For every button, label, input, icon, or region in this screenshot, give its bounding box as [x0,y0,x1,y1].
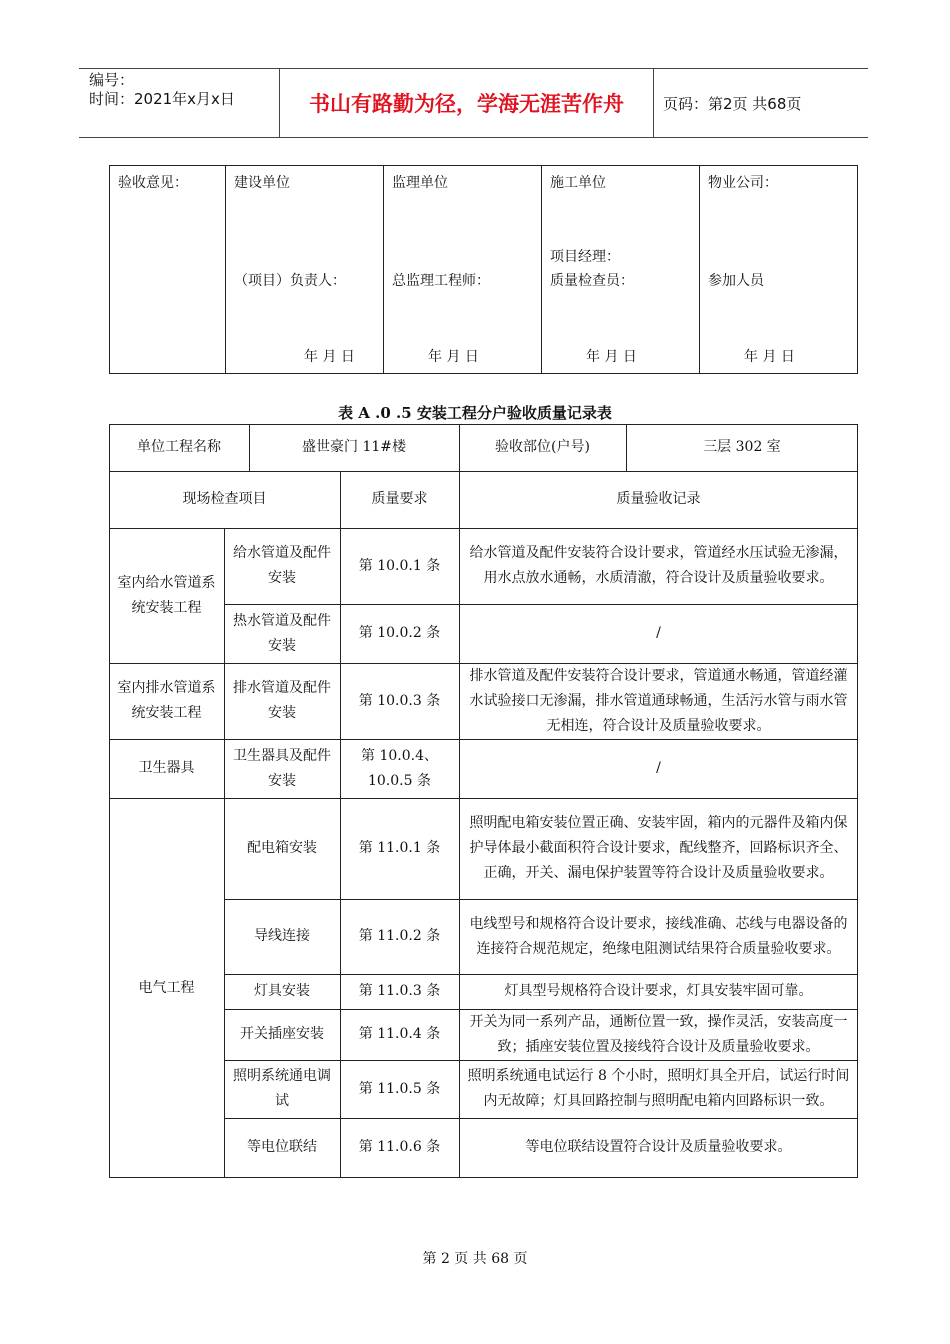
table-row-item: 配电箱安装 [247,840,317,856]
opinion-col-manager: 项目经理： [550,249,620,265]
table-row-item: 给水管道及配件安装 [233,545,331,586]
table-row-req: 第 11.0.4 条 [358,1026,441,1042]
table-row-req: 第 10.0.1 条 [358,557,441,574]
part-value: 三层 302 室 [703,439,781,455]
table-row-item: 排水管道及配件安装 [233,680,331,721]
header-meta [79,69,280,137]
table-row-item: 灯具安装 [254,983,310,999]
table-row-req: 第 11.0.3 条 [358,983,441,999]
table-row-record: / [656,625,661,641]
opinion-col-property [700,166,857,373]
group-electrical: 电气工程 [138,979,195,996]
acceptance-opinion-table [109,165,858,374]
table-row-record: 灯具型号规格符合设计要求，灯具安装牢固可靠。 [504,983,813,999]
opinion-col-construction [226,166,384,373]
table-row-record: 给水管道及配件安装符合设计要求，管道经水压试验无渗漏，用水点放水通畅，水质清澈，符合设计及质量验收要求。 [469,545,848,586]
table-row-record: 电线型号和规格符合设计要求，接线准确、芯线与电器设备的连接符合规范规定，绝缘电阻测试结果符合质量验收要求。 [469,915,848,957]
table-row-req: 第 11.0.1 条 [358,840,441,856]
page-header [79,68,868,138]
unit-name-label: 单位工程名称 [137,439,221,455]
table-row-record: 照明系统通电试运行 8 个小时，照明灯具全开启，试运行时间内无故障；灯具回路控制与照明配电箱内回路标识一致。 [467,1068,850,1109]
table-row-record: 排水管道及配件安装符合设计要求，管道通水畅通，管道经灌水试验接口无渗漏，排水管道通球畅通，生活污水管与雨水管无相连，符合设计及质量验收要求。 [469,667,848,734]
opinion-col-title: 物业公司： [708,175,778,191]
opinion-col-sign: （项目）负责人： [234,273,346,289]
opinion-col-title: 监理单位 [392,175,448,191]
table-row-req: 第 10.0.4、10.0.5 条 [361,747,438,789]
unit-name-value: 盛世豪门 11#楼 [302,439,406,455]
opinion-col-date: 年 月 日 [586,349,637,365]
header-check-item: 现场检查项目 [182,491,267,507]
group-sanitary: 卫生器具 [138,760,195,776]
opinion-col-title: 建设单位 [234,175,290,191]
record-table [109,424,858,1178]
table-row-req: 第 10.0.3 条 [358,692,441,709]
header-page-info: 页码：第2页 共68页 [663,94,802,113]
table-row-item: 照明系统通电调试 [233,1068,331,1109]
opinion-col-title: 施工单位 [550,175,606,191]
time-label: 时间：2021年x月x日 [89,90,235,108]
table-row-item: 开关插座安装 [240,1026,324,1042]
table-row-req: 第 11.0.5 条 [358,1080,441,1097]
table-row-item: 热水管道及配件安装 [233,612,331,654]
table-row-item: 等电位联结 [247,1139,317,1155]
opinion-col-date: 年 月 日 [744,349,795,365]
group-drainage: 室内排水管道系统安装工程 [117,680,216,721]
opinion-col-date: 年 月 日 [428,349,479,365]
opinion-col-sign: 质量检查员： [550,273,634,289]
part-label: 验收部位(户号) [495,439,590,455]
table-row-item: 导线连接 [254,928,310,944]
opinion-col-supervision [384,166,542,373]
opinion-col-sign: 总监理工程师： [392,273,490,289]
table-row-record: 开关为同一系列产品，通断位置一致，操作灵活，安装高度一致；插座安装位置及接线符合设计及质量验收要求。 [469,1013,848,1055]
header-motto: 书山有路勤为径，学海无涯苦作舟 [280,69,654,137]
header-requirement: 质量要求 [371,491,428,507]
table-title: 表 A .0 .5 安装工程分户验收质量记录表 [338,404,612,422]
table-row-record: 照明配电箱安装位置正确、安装牢固，箱内的元器件及箱内保护导体最小截面积符合设计要求，配线整齐，回路标识齐全、正确，开关、漏电保护装置等符合设计及质量验收要求。 [469,815,848,881]
opinion-col-sign: 参加人员 [708,273,764,289]
table-row-record: 等电位联结设置符合设计及质量验收要求。 [525,1139,792,1155]
table-row-item: 卫生器具及配件安装 [233,747,331,789]
group-water-supply: 室内给水管道系统安装工程 [117,574,216,616]
opinion-label-cell [110,166,226,373]
table-row-req: 第 10.0.2 条 [358,625,441,641]
page-footer: 第 2 页 共 68 页 [422,1251,528,1267]
header-record: 质量验收记录 [616,491,701,507]
table-row-req: 第 11.0.2 条 [358,928,441,944]
opinion-col-date: 年 月 日 [304,349,355,365]
opinion-label: 验收意见： [118,175,188,191]
code-label: 编号： [89,71,135,89]
opinion-col-contractor [542,166,700,373]
table-row-req: 第 11.0.6 条 [358,1139,441,1155]
table-row-record: / [656,760,661,776]
